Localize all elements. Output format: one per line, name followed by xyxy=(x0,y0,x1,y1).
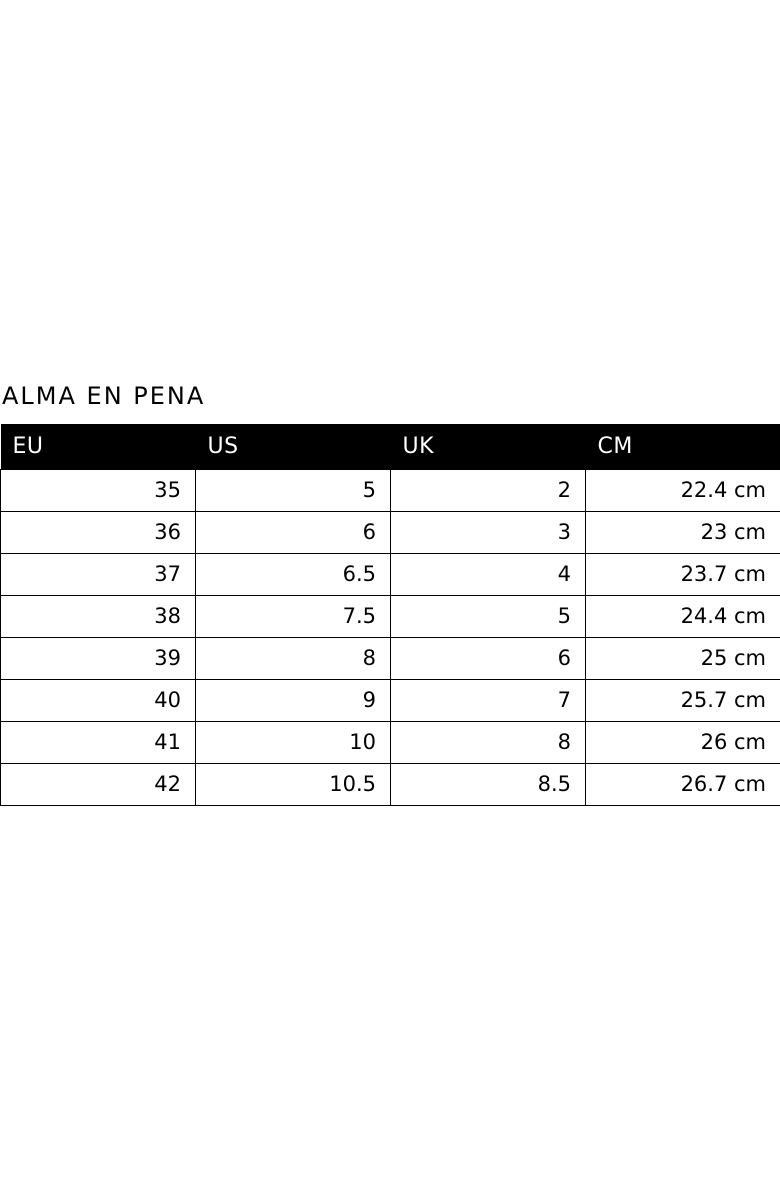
header-uk: UK xyxy=(391,424,586,469)
cell-eu: 42 xyxy=(1,763,196,805)
table-row xyxy=(1,511,780,553)
cell-uk: 5 xyxy=(391,595,586,637)
cell-eu: 40 xyxy=(1,679,196,721)
cell-eu: 36 xyxy=(1,511,196,553)
table-row xyxy=(1,721,780,763)
size-chart-header xyxy=(1,424,780,469)
cell-cm: 26 cm xyxy=(586,721,780,763)
cell-us: 10 xyxy=(196,721,391,763)
header-us: US xyxy=(196,424,391,469)
cell-eu: 37 xyxy=(1,553,196,595)
table-row xyxy=(1,679,780,721)
cell-us: 6 xyxy=(196,511,391,553)
cell-cm: 23 cm xyxy=(586,511,780,553)
cell-cm: 26.7 cm xyxy=(586,763,780,805)
table-row xyxy=(1,637,780,679)
cell-cm: 24.4 cm xyxy=(586,595,780,637)
cell-uk: 8 xyxy=(391,721,586,763)
table-row xyxy=(1,595,780,637)
cell-eu: 39 xyxy=(1,637,196,679)
cell-eu: 41 xyxy=(1,721,196,763)
cell-us: 7.5 xyxy=(196,595,391,637)
cell-us: 5 xyxy=(196,469,391,511)
cell-us: 9 xyxy=(196,679,391,721)
cell-cm: 23.7 cm xyxy=(586,553,780,595)
size-chart-body xyxy=(1,469,780,805)
cell-us: 8 xyxy=(196,637,391,679)
cell-cm: 22.4 cm xyxy=(586,469,780,511)
header-row xyxy=(1,424,780,469)
table-row xyxy=(1,469,780,511)
header-cm: CM xyxy=(586,424,780,469)
cell-us: 10.5 xyxy=(196,763,391,805)
cell-uk: 4 xyxy=(391,553,586,595)
cell-uk: 6 xyxy=(391,637,586,679)
cell-uk: 3 xyxy=(391,511,586,553)
header-eu: EU xyxy=(1,424,196,469)
table-row xyxy=(1,553,780,595)
brand-title: ALMA EN PENA xyxy=(2,382,206,410)
cell-us: 6.5 xyxy=(196,553,391,595)
size-chart-table xyxy=(0,424,780,806)
cell-uk: 7 xyxy=(391,679,586,721)
cell-eu: 35 xyxy=(1,469,196,511)
table-row xyxy=(1,763,780,805)
cell-cm: 25 cm xyxy=(586,637,780,679)
cell-eu: 38 xyxy=(1,595,196,637)
cell-uk: 8.5 xyxy=(391,763,586,805)
cell-cm: 25.7 cm xyxy=(586,679,780,721)
cell-uk: 2 xyxy=(391,469,586,511)
